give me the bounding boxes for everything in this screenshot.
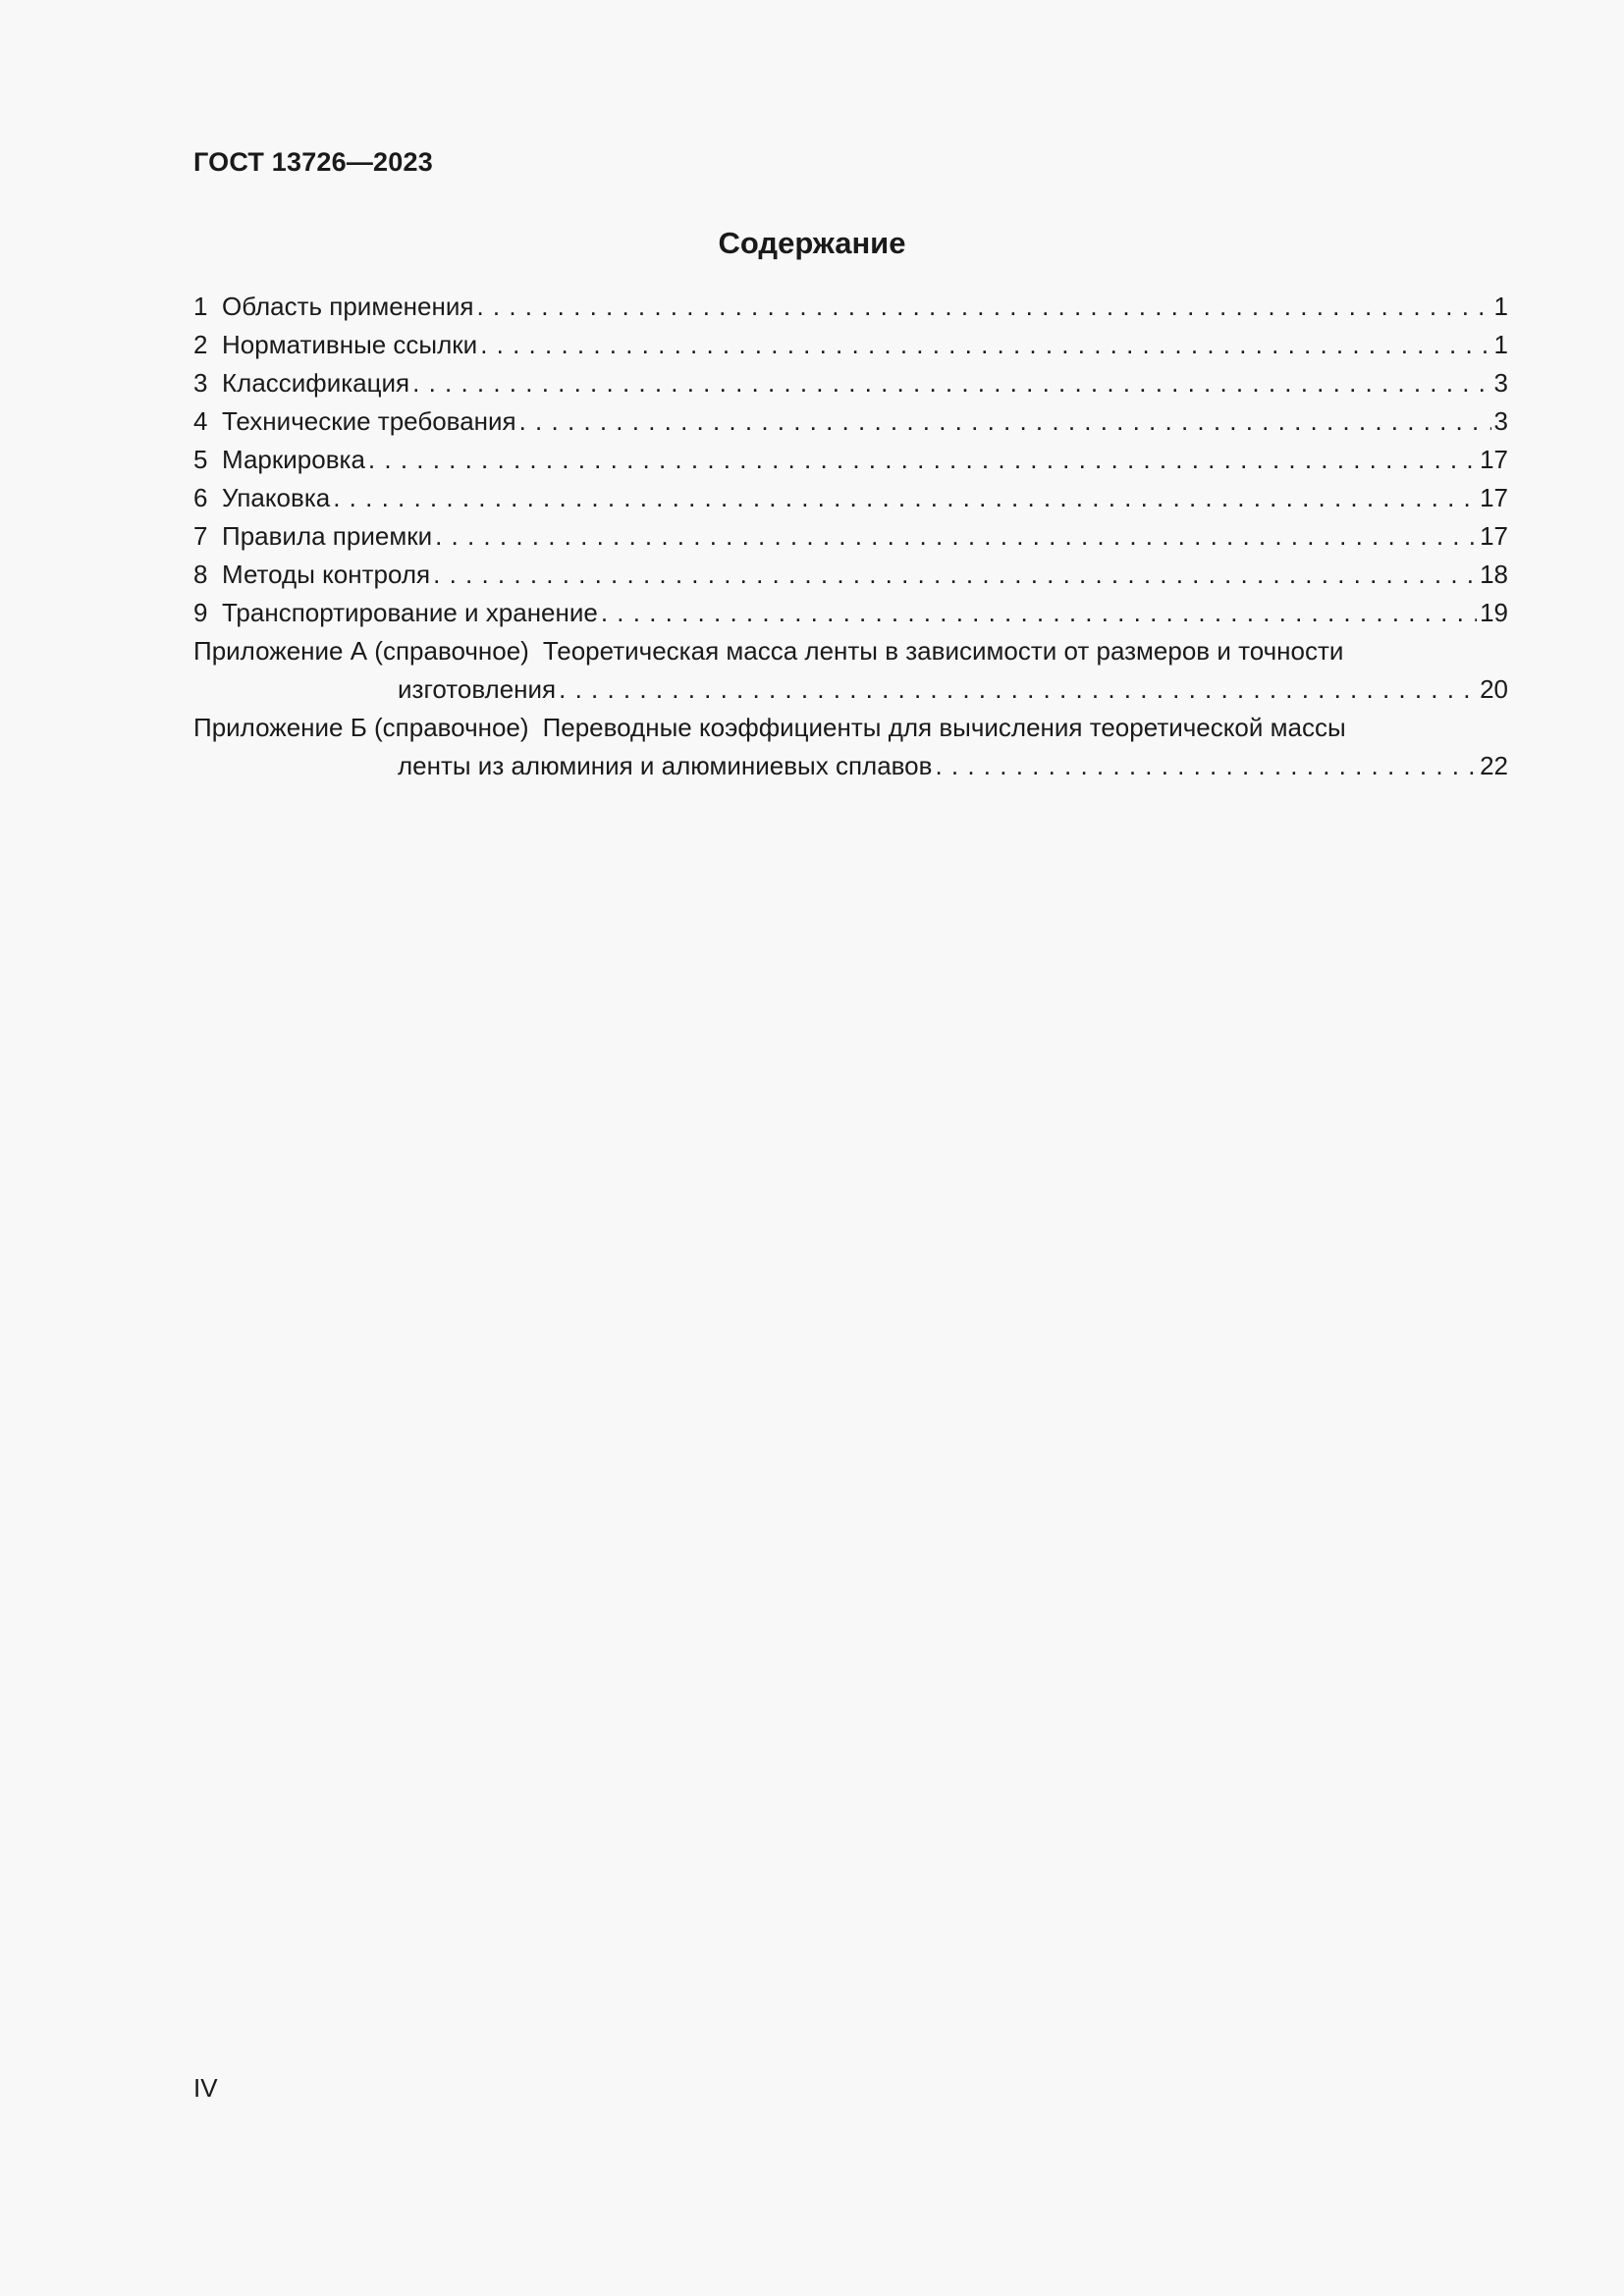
dot-leader: [433, 556, 1477, 594]
toc-entry-page: 1: [1493, 292, 1508, 321]
page-number: IV: [193, 2073, 218, 2103]
appendix-title-line1: Теоретическая масса ленты в зависимости от размеров и точности: [542, 636, 1344, 666]
dot-leader: [601, 594, 1477, 632]
toc-entry-number: 7: [193, 521, 208, 551]
toc-entry-number: 8: [193, 560, 208, 589]
toc-entry-label: Правила приемки: [222, 521, 433, 551]
dot-leader: [935, 747, 1477, 785]
toc-entry[interactable]: [193, 517, 1508, 556]
appendix-prefix: Приложение А (справочное): [193, 636, 529, 666]
toc-entry[interactable]: [193, 288, 1508, 326]
toc-entry-label: Классификация: [222, 368, 410, 398]
dot-leader: [476, 288, 1490, 326]
toc-entry[interactable]: [193, 364, 1508, 402]
toc-entry-page: 17: [1480, 445, 1508, 474]
toc-entry-page: 1: [1493, 330, 1508, 359]
toc-appendix-b[interactable]: [193, 709, 1508, 785]
dot-leader: [368, 441, 1477, 479]
toc-entry-number: 6: [193, 483, 208, 512]
appendix-page: 22: [1480, 751, 1508, 780]
toc-entry[interactable]: [193, 441, 1508, 479]
dot-leader: [435, 517, 1477, 556]
dot-leader: [412, 364, 1490, 402]
toc-entry-label: Область применения: [222, 292, 474, 321]
toc-entry-page: 18: [1480, 560, 1508, 589]
toc-entry-label: Технические требования: [222, 406, 516, 436]
toc-entry-label: Транспортирование и хранение: [222, 598, 598, 627]
toc-entry-number: 3: [193, 368, 208, 398]
toc-entry[interactable]: [193, 556, 1508, 594]
appendix-title-line2: изготовления: [398, 674, 557, 704]
toc-entry-number: 2: [193, 330, 208, 359]
document-code: ГОСТ 13726—2023: [193, 147, 433, 177]
dot-leader: [559, 670, 1477, 709]
toc-entry[interactable]: [193, 479, 1508, 517]
table-of-contents: [193, 288, 1508, 785]
toc-entry-label: Нормативные ссылки: [222, 330, 478, 359]
toc-entry-number: 4: [193, 406, 208, 436]
toc-entry-page: 3: [1493, 406, 1508, 436]
appendix-page: 20: [1480, 674, 1508, 704]
toc-entry[interactable]: [193, 594, 1508, 632]
toc-entry-page: 17: [1480, 521, 1508, 551]
toc-title: Содержание: [718, 226, 906, 260]
toc-entry-label: Упаковка: [222, 483, 331, 512]
toc-appendix-a[interactable]: [193, 632, 1508, 709]
toc-entry-number: 9: [193, 598, 208, 627]
toc-entry-page: 17: [1480, 483, 1508, 512]
toc-entry-number: 5: [193, 445, 208, 474]
toc-entry-number: 1: [193, 292, 208, 321]
appendix-title-line2: ленты из алюминия и алюминиевых сплавов: [398, 751, 933, 780]
dot-leader: [333, 479, 1477, 517]
toc-entry[interactable]: [193, 402, 1508, 441]
toc-entry-page: 19: [1480, 598, 1508, 627]
appendix-prefix: Приложение Б (справочное): [193, 713, 529, 742]
toc-entry-label: Методы контроля: [222, 560, 431, 589]
toc-entry[interactable]: [193, 326, 1508, 364]
dot-leader: [519, 402, 1491, 441]
toc-entry-label: Маркировка: [222, 445, 365, 474]
toc-entry-page: 3: [1493, 368, 1508, 398]
dot-leader: [480, 326, 1490, 364]
appendix-title-line1: Переводные коэффициенты для вычисления теоретической массы: [542, 713, 1346, 742]
